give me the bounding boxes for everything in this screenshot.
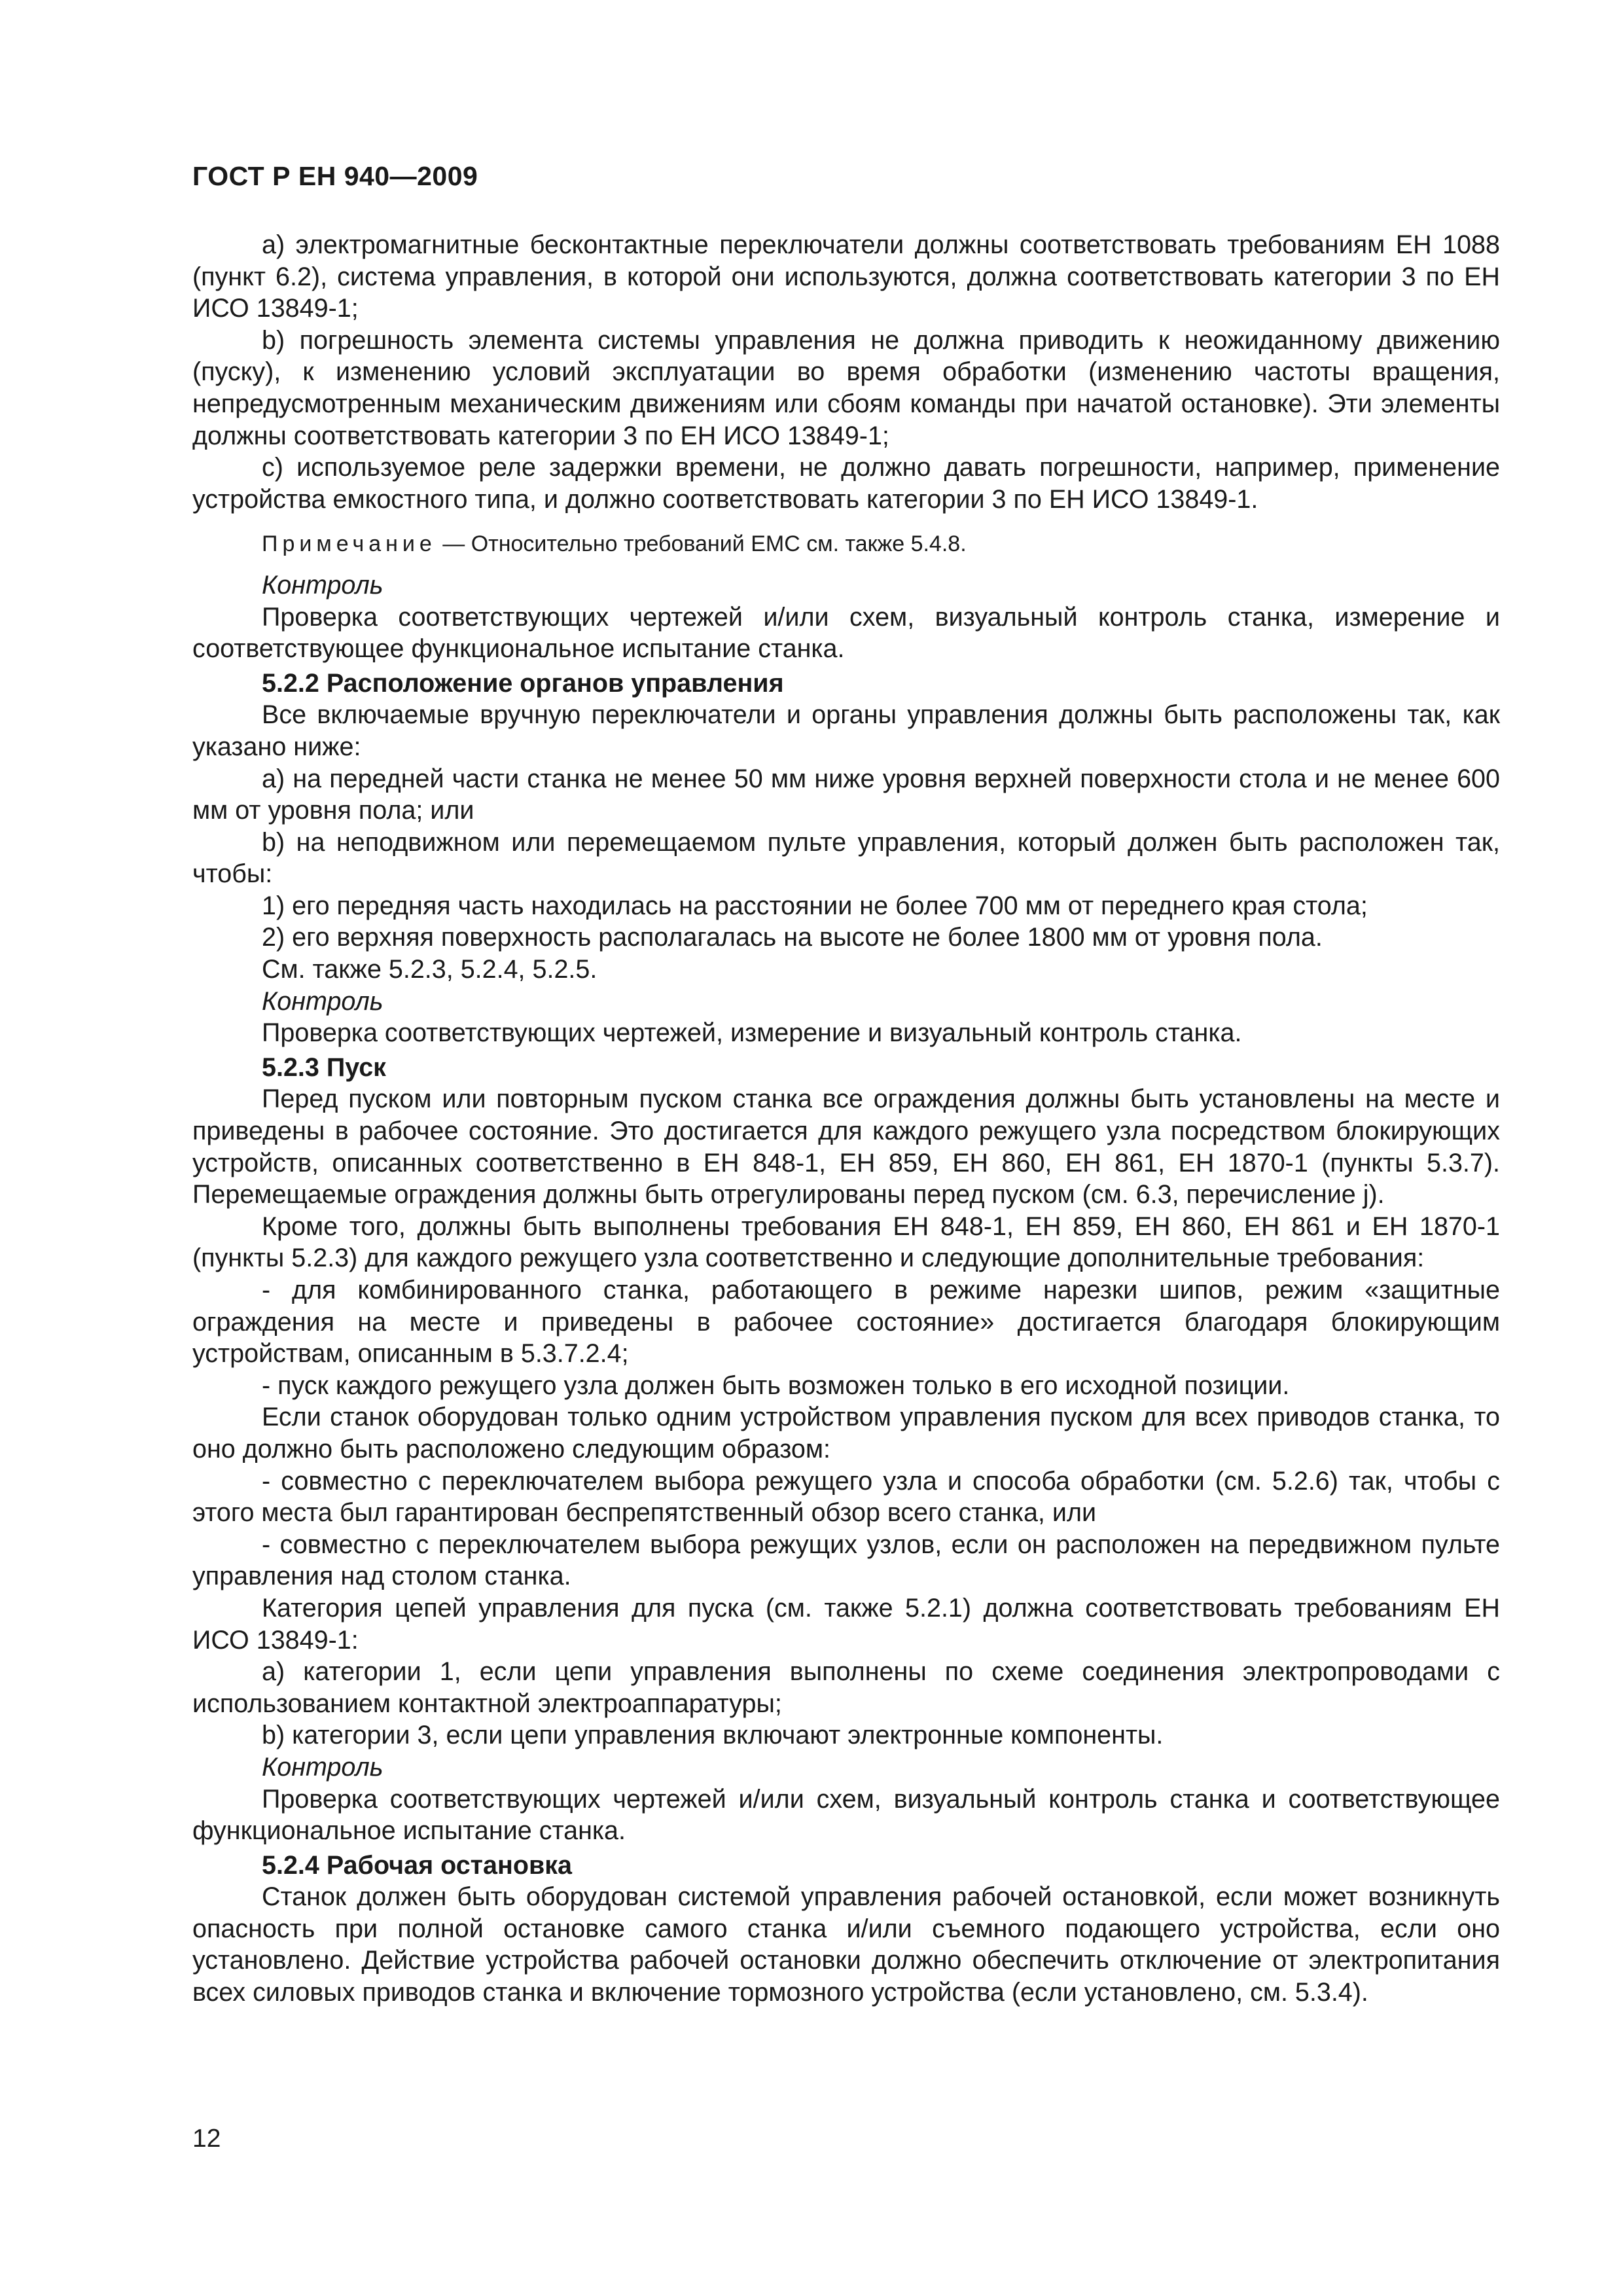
paragraph: Проверка соответствующих чертежей и/или схем, визуальный контроль станка, измерение и соответствующее функциональное испытание станка.: [192, 602, 1500, 664]
paragraph: b) категории 3, если цепи управления включают электронные компоненты.: [262, 1721, 1164, 1750]
paragraph: Проверка соответствующих чертежей и/или схем, визуальный контроль станка и соответствующее функциональное испытание станка.: [192, 1784, 1500, 1846]
paragraph: Кроме того, должны быть выполнены требования ЕН 848-1, ЕН 859, ЕН 860, ЕН 861 и ЕН 1870-1 (пункты 5.2.3) для каждого режущего узла соответственно и следующие дополнительные требования:: [192, 1211, 1500, 1273]
paragraph: - для комбинированного станка, работающего в режиме нарезки шипов, режим «защитные ограждения на месте и приведены в рабочее состояние» достигается благодаря блокирующим устройствам, описанным в 5.3.7.2.4;: [192, 1276, 1500, 1369]
paragraph: - пуск каждого режущего узла должен быть возможен только в его исходной позиции.: [262, 1371, 1290, 1400]
paragraph: - совместно с переключателем выбора режущего узла и способа обработки (см. 5.2.6) так, чтобы с этого места был гарантирован беспрепятственный обзор всего станка, или: [192, 1466, 1500, 1528]
note: [192, 528, 1500, 560]
paragraph: b) на неподвижном или перемещаемом пульте управления, который должен быть расположен так, чтобы:: [192, 827, 1500, 889]
paragraph: а) электромагнитные бесконтактные переключатели должны соответствовать требованиям ЕН 1088 (пункт 6.2), система управления, в которой они используются, должна соответствовать категории 3 по ЕН ИСО 13849-1;: [192, 230, 1500, 323]
paragraph: а) категории 1, если цепи управления выполнены по схеме соединения электропроводами с использованием контактной электроаппаратуры;: [192, 1657, 1500, 1718]
paragraph: 1) его передняя часть находилась на расстоянии не более 700 мм от переднего края стола;: [262, 891, 1368, 920]
paragraph: Проверка соответствующих чертежей, измерение и визуальный контроль станка.: [262, 1018, 1242, 1048]
paragraph: с) используемое реле задержки времени, не должно давать погрешности, например, применение устройства емкостного типа, и должно соответствовать категории 3 по ЕН ИСО 13849-1.: [192, 453, 1500, 514]
paragraph: Перед пуском или повторным пуском станка все ограждения должны быть установлены на месте и приведены в рабочее состояние. Это достигается для каждого режущего узла посредством блокирующих устройств, описанных соответственно в ЕН 848-1, ЕН 859, ЕН 860, ЕН 861, ЕН 1870-1 (пункты 5.3.7). Перемещаемые ограждения должны быть отрегулированы перед пуском (см. 6.3, перечисление j).: [192, 1085, 1500, 1210]
document-header: ГОСТ Р ЕН 940—2009: [192, 161, 478, 191]
paragraph: b) погрешность элемента системы управления не должна приводить к неожиданному движению (пуску), к изменению условий эксплуатации во время обработки (изменению частоты вращения, непредусмотренным механическим движениям или сбоям команды при начатой остановке). Эти элементы должны соответствовать категории 3 по ЕН ИСО 13849-1;: [192, 325, 1500, 450]
paragraph: а) на передней части станка не менее 50 мм ниже уровня верхней поверхности стола и не менее 600 мм от уровня пола; или: [192, 764, 1500, 825]
paragraph: Станок должен быть оборудован системой управления рабочей остановкой, если может возникнуть опасность при полной остановке самого станка и/или съемного подающего устройства, если оно установлено. Действие устройства рабочей остановки должно обеспечить отключение от электропитания всех силовых приводов станка и включение тормозного устройства (если установлено, см. 5.3.4).: [192, 1882, 1500, 2007]
document-body: [192, 229, 1500, 2009]
section-heading: 5.2.3 Пуск: [262, 1052, 386, 1082]
paragraph: Если станок оборудован только одним устройством управления пуском для всех приводов станка, то оно должно быть расположено следующим образом:: [192, 1403, 1500, 1463]
section-heading: 5.2.2 Расположение органов управления: [262, 668, 784, 698]
section-heading: 5.2.4 Рабочая остановка: [262, 1850, 572, 1880]
control-label: Контроль: [262, 986, 383, 1016]
page-number: 12: [192, 2125, 221, 2153]
paragraph: Все включаемые вручную переключатели и органы управления должны быть расположены так, как указано ниже:: [192, 700, 1500, 761]
note-text: — Относительно требований ЕМС см. также 5.4.8.: [436, 531, 967, 557]
paragraph: 2) его верхняя поверхность располагалась на высоте не более 1800 мм от уровня пола.: [262, 923, 1323, 952]
paragraph: Категория цепей управления для пуска (см. также 5.2.1) должна соответствовать требованиям ЕН ИСО 13849-1:: [192, 1593, 1500, 1655]
paragraph: См. также 5.2.3, 5.2.4, 5.2.5.: [262, 955, 597, 984]
note-label: Примечание: [262, 531, 437, 557]
control-label: Контроль: [262, 570, 383, 600]
control-label: Контроль: [262, 1752, 383, 1782]
paragraph: - совместно с переключателем выбора режущих узлов, если он расположен на передвижном пульте управления над столом станка.: [192, 1530, 1500, 1591]
